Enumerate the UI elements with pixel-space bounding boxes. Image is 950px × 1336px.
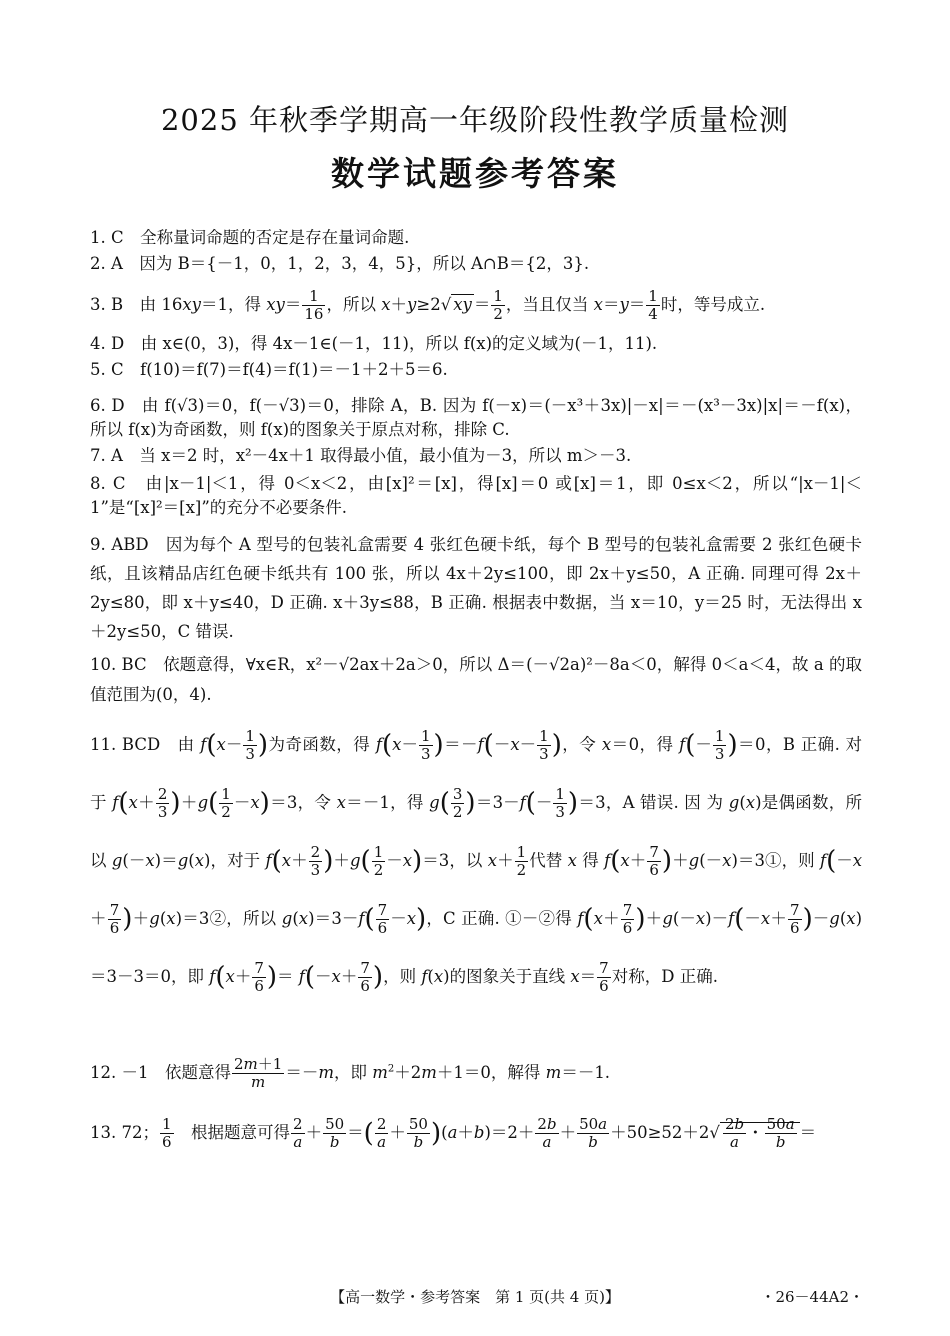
answer-item: 12. －1 依题意得 $\frac{2m+1}{m}$ ＝－m，即 $m^2+2m+1=0$，解得 m＝－1. [90, 1055, 611, 1091]
answer-item [90, 530, 862, 646]
answer-item [90, 472, 862, 530]
answer-item [90, 394, 862, 446]
answer-text: 5. C f(10)＝f(7)＝f(4)＝f(1)＝－1＋2＋5＝6. [90, 360, 448, 379]
answer-item: 11. BCD 由 f(x－ $\frac{1}{3}$ )为奇函数，得 f(x－ $\frac{1}{3}$ )＝－f(－x－ $\frac{1}{3}$ )，令 x＝0，得 f(－ $\frac{1}{3}$ )＝0，B 正确. 对于 f(x＋ $\frac{2}{3}$ )＋g( $\frac{1}{2}$ －x)＝3，令 x＝－1，得 g( $\frac{3}{2}$ )＝3－f(－ $\frac{1}{3}$ )＝3，A 错误. 因 为 g(x)是偶函数，所以 g(－x)＝g(x)，对于 f(x＋ $\frac{2}{3}$ )＋g( $\frac{1}{2}$ －x)＝3，以 x＋ $\frac{1}{2}$ 代替 x 得 f(x＋ $\frac{7}{6}$ )＋g(－x)＝3①，则 f(－x＋ $\frac{7}{6}$ )＋g(x)＝3②，所以 g(x)＝3－f( $\frac{7}{6}$ －x)，C 正确. ①－②得 f(x＋ $\frac{7}{6}$ )＋g(－x)－f(－x＋ $\frac{7}{6}$ )－g(x)＝3－3＝0，即 f(x＋ $\frac{7}{6}$ )＝ f(－x＋ $\frac{7}{6}$ )，则 f(x)的图象关于直线 x＝ $\frac{7}{6}$ 对称，D 正确. [90, 727, 863, 995]
answer-text: 6. D 由 f(√3)＝0，f(－√3)＝0，排除 A，B. 因为 f(－x)＝(－x³＋3x)|－x|＝－(x³－3x)|x|＝－f(x)，所以 f(x)为奇函数，则 f(x)的图象关于原点对称，排除 C. [90, 396, 862, 439]
fraction: $\frac{1}{4}$ [648, 287, 658, 323]
fraction: $\frac{1}{16}$ [304, 287, 324, 323]
answer-text: 4. D 由 x∈(0，3)，得 4x－1∈(－1，11)，所以 f(x)的定义域为(－1，11). [90, 334, 658, 353]
page-title-line1: 2025 年秋季学期高一年级阶段性教学质量检测 [160, 103, 790, 137]
answer-item [90, 360, 862, 394]
answer-text: 7. A 当 x＝2 时，x²－4x＋1 取得最小值，最小值为－3，所以 m＞－3. [90, 446, 632, 465]
answer-item [90, 254, 862, 284]
page-title-line2: 数学试题参考答案 [331, 154, 619, 193]
answer-item [90, 446, 862, 472]
fraction: $\frac{1}{2}$ [493, 287, 503, 323]
answer-item [90, 646, 862, 716]
footer-code: ・26－44A2・ [760, 1288, 864, 1306]
answer-item: 13. 72； $\frac{1}{6}$ 根据题意可得 $\frac{2}{a}$ ＋ $\frac{50}{b}$ ＝( $\frac{2}{a}$ ＋ $\frac{50}{b}$ )(a＋b)＝2＋ $\frac{2b}{a}$ ＋ $\frac{50a}{b}$ ＋50≥52＋2√ $\frac{2b}{a}$ ・ $\frac{50a}{b}$ ＝ [90, 1115, 817, 1151]
answer-text: 2. A 因为 B＝{－1，0，1，2，3，4，5}，所以 A∩B＝{2，3}. [90, 254, 590, 273]
answer-item: 3. B 由 16xy＝1，得 xy＝ $\frac{1}{16}$ ，所以 x＋y≥2√ xy ＝ $\frac{1}{2}$ ，当且仅当 x＝y＝ $\frac{1}{4}$ 时，等号成立. [90, 287, 766, 323]
answer-list [90, 228, 862, 1166]
answer-text: 8. C 由|x－1|＜1，得 0＜x＜2，由[x]²＝[x]，得[x]＝0 或[x]＝1，即 0≤x＜2，所以“|x－1|＜1”是“[x]²＝[x]”的充分不必要条件. [90, 474, 862, 517]
footer-page-info: 【高一数学・参考答案 第 1 页(共 4 页)】 [330, 1288, 620, 1306]
answer-item [90, 228, 862, 254]
answer-text: 9. ABD 因为每个 A 型号的包装礼盒需要 4 张红色硬卡纸，每个 B 型号的包装礼盒需要 2 张红色硬卡纸，且该精品店红色硬卡纸共有 100 张，所以 4x＋2y≤100，即 2x＋y≤50，A 正确. 同理可得 2x＋2y≤80，即 x＋y≤40，D 正确. x＋3y≤88，B 正确. 根据表中数据，当 x＝10，y＝25 时，无法得出 x＋2y≤50，C 错误. [90, 535, 862, 641]
answer-text: 10. BC 依题意得，∀x∈R，x²－√2ax＋2a＞0，所以 Δ＝(－√2a)²－8a＜0，解得 0＜a＜4，故 a 的取值范围为(0，4). [90, 655, 862, 704]
answer-item [90, 334, 862, 360]
answer-text: 1. C 全称量词命题的否定是存在量词命题. [90, 228, 410, 247]
